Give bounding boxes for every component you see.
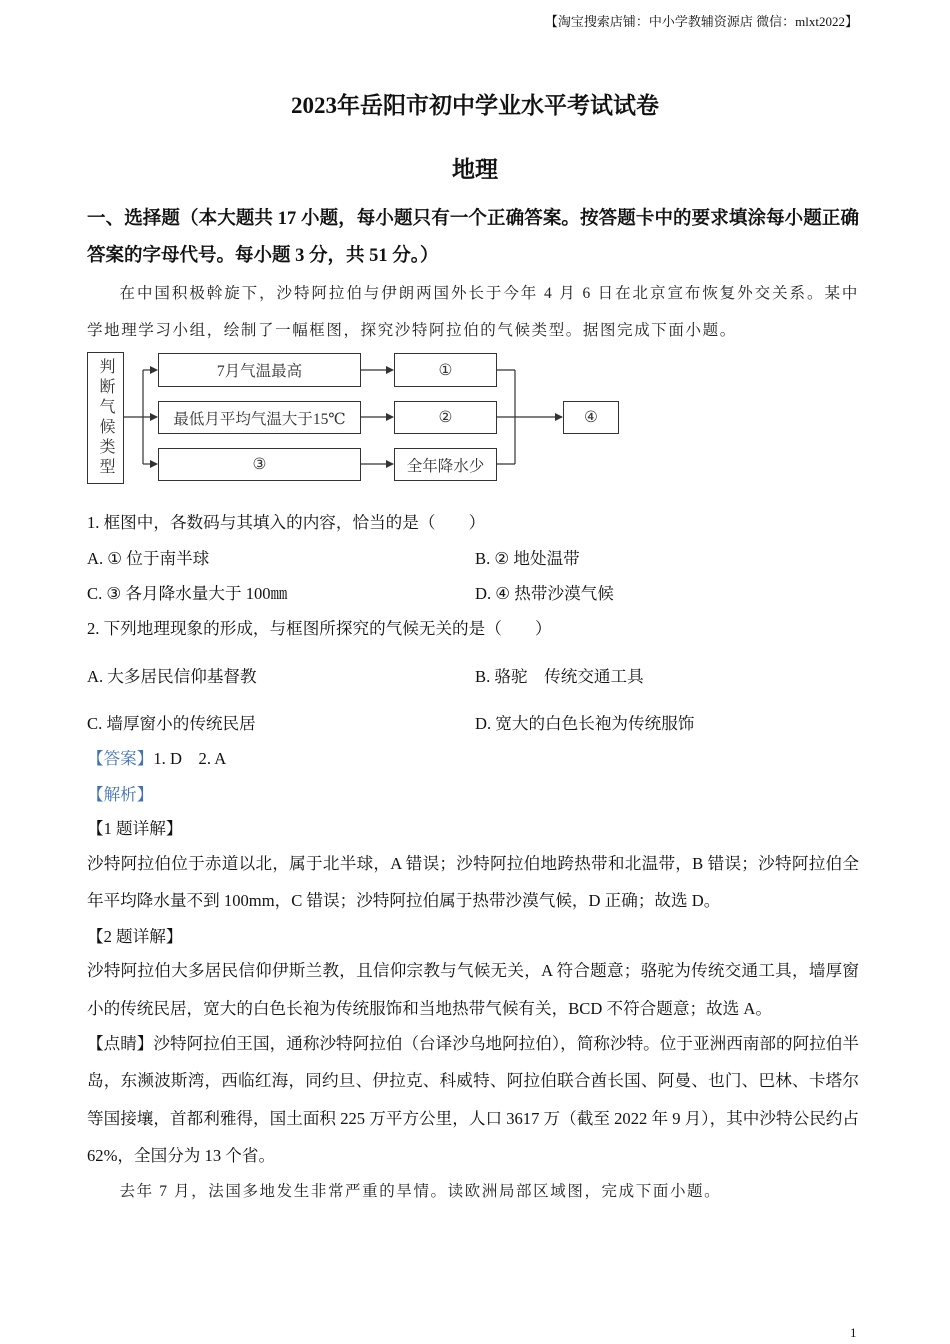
question-1-stem: 1. 框图中，各数码与其填入的内容，恰当的是（ ） (87, 513, 486, 532)
question-2-option-c: C. 墙厚窗小的传统民居 (87, 714, 256, 733)
answer-line (87, 741, 226, 777)
detail-2-text: 沙特阿拉伯大多居民信仰伊斯兰教，且信仰宗教与气候无关，A 符合题意；骆驼为传统交通工具，墙厚窗小的传统民居，宽大的白色长袍为传统服饰和当地热带气候有关，BCD 不符合题意；故选 A。 (87, 961, 859, 1018)
header-note: 【淘宝搜索店铺：中小学教辅资源店 微信：mlxt2022】 (544, 14, 858, 29)
diagram-final-box: ④ (563, 401, 619, 434)
exam-title: 2023年岳阳市初中学业水平考试试卷 (291, 93, 659, 118)
detail-1-text: 沙特阿拉伯位于赤道以北，属于北半球，A 错误；沙特阿拉伯地跨热带和北温带，B 错误；沙特阿拉伯全年平均降水量不到 100mm，C 错误；沙特阿拉伯属于热带沙漠气候，D 正确；故选 D。 (87, 854, 859, 910)
diagram-left-box: 判断气候类型 (87, 352, 124, 484)
diagram-condition-1: 7月气温最高 (158, 353, 361, 387)
question-2-option-d: D. 宽大的白色长袍为传统服饰 (475, 714, 695, 733)
question-1-option-d: D. ④ 热带沙漠气候 (475, 584, 614, 603)
diagram-condition-2: 最低月平均气温大于15℃ (158, 401, 361, 434)
tip-paragraph (87, 1025, 859, 1174)
tip-text: 沙特阿拉伯王国，通称沙特阿拉伯（台译沙乌地阿拉伯），简称沙特。位于亚洲西南部的阿拉伯半岛，东濒波斯湾，西临红海，同约旦、伊拉克、科威特、阿拉伯联合酋长国、阿曼、也门、巴林、卡塔尔等国接壤，首都利雅得，国土面积 225 万平方公里，人口 3617 万（截至 2022 年 9 月），其中沙特公民约占 62%，全国分为 13 个省。 (87, 1034, 860, 1165)
question-1-option-c: C. ③ 各月降水量大于 100㎜ (87, 584, 288, 603)
section-heading: 一、选择题（本大题共 17 小题，每小题只有一个正确答案。按答题卡中的要求填涂每小题正确答案的字母代号。每小题 3 分，共 51 分。） (87, 209, 859, 266)
detail-1-label: 【1 题详解】 (87, 819, 183, 838)
diagram-condition-3: ③ (158, 448, 361, 481)
context-paragraph-1: 在中国积极斡旋下，沙特阿拉伯与伊朗两国外长于今年 4 月 6 日在北京宣布恢复外交关系。某中学地理学习小组，绘制了一幅框图，探究沙特阿拉伯的气候类型。据图完成下面小题。 (87, 285, 859, 339)
question-2-option-b: B. 骆驼 传统交通工具 (475, 667, 644, 686)
question-1-option-a: A. ① 位于南半球 (87, 549, 210, 568)
diagram-result-3: 全年降水少 (394, 448, 497, 481)
diagram-result-2: ② (394, 401, 497, 434)
subject-title: 地理 (452, 157, 498, 182)
context-paragraph-2: 去年 7 月，法国多地发生非常严重的旱情。读欧洲局部区域图，完成下面小题。 (119, 1183, 722, 1200)
answer-value: 1. D 2. A (153, 749, 227, 768)
question-2-stem: 2. 下列地理现象的形成，与框图所探究的气候无关的是（ ） (87, 619, 552, 638)
tip-label: 【点睛】 (87, 1034, 154, 1053)
detail-2-label: 【2 题详解】 (87, 927, 183, 946)
page-number: 1 (850, 1325, 857, 1340)
analysis-label: 【解析】 (87, 785, 154, 804)
question-2-option-a: A. 大多居民信仰基督教 (87, 667, 257, 686)
answer-label: 【答案】 (87, 749, 154, 768)
question-1-option-b: B. ② 地处温带 (475, 549, 580, 568)
diagram-result-1: ① (394, 353, 497, 387)
